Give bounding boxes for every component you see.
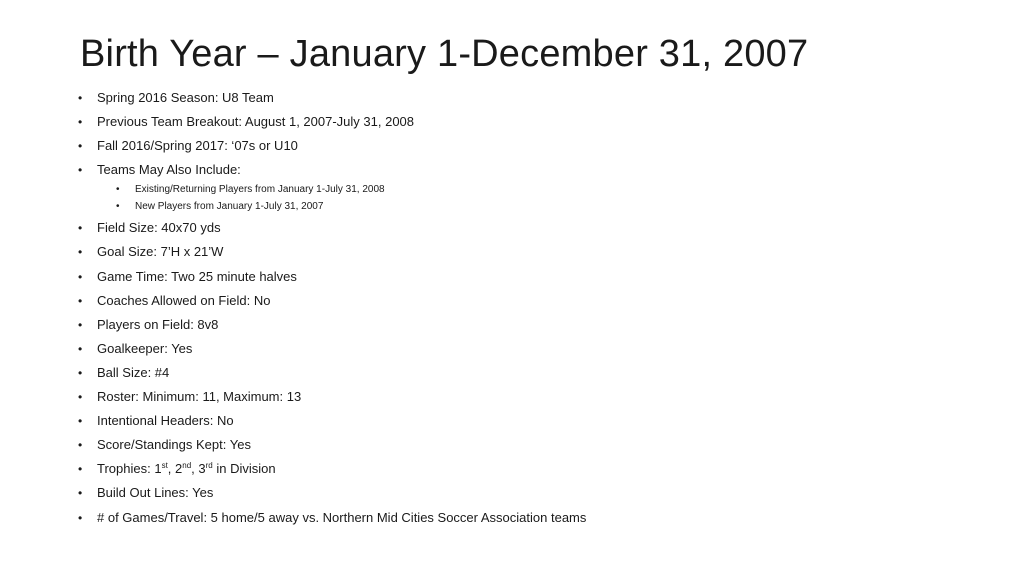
list-item [78,433,978,457]
list-item-text: Previous Team Breakout: August 1, 2007-July 31, 2008 [97,114,415,130]
list-item-text: Goal Size: 7’H x 21’W [97,244,224,260]
bullet-icon: • [78,365,83,380]
bullet-icon: • [78,486,83,501]
bullet-icon: • [78,91,83,105]
bullet-icon: • [78,293,83,308]
list-item-text: Players on Field: 8v8 [97,316,219,332]
bullet-icon: • [78,341,83,356]
list-item [78,110,978,134]
bullet-list [78,86,978,530]
list-item [78,385,978,409]
sub-bullet-list [97,182,978,215]
bullet-icon: • [78,269,83,284]
trophies-part: , 3 [191,461,206,477]
list-item-text: Game Time: Two 25 minute halves [97,268,297,284]
bullet-icon: • [78,317,83,332]
list-item-text: Teams May Also Include: [97,162,241,178]
list-item [78,265,978,289]
list-item [78,289,978,313]
list-item [78,457,978,481]
list-item-text: Roster: Minimum: 11, Maximum: 13 [97,389,302,405]
slide-title: Birth Year – January 1-December 31, 2007 [80,33,809,75]
list-item-text: Coaches Allowed on Field: No [97,292,271,308]
trophies-prefix: Trophies: 1 [97,461,162,477]
bullet-icon: • [78,510,83,525]
list-item-text: Ball Size: #4 [97,364,170,380]
list-item [78,409,978,433]
bullet-icon: • [78,139,83,154]
sub-list-item [97,199,978,216]
list-item [78,216,978,240]
bullet-icon: • [78,414,83,429]
list-item-text: # of Games/Travel: 5 home/5 away vs. Northern Mid Cities Soccer Association teams [97,509,587,525]
bullet-icon: • [116,184,120,196]
list-item [78,313,978,337]
sub-list-item-text: Existing/Returning Players from January 1-July 31, 2008 [135,184,385,196]
list-item-text: Field Size: 40x70 yds [97,220,221,236]
bullet-icon: • [78,221,83,236]
list-item [78,86,978,110]
bullet-icon: • [78,163,83,178]
list-item-text: Build Out Lines: Yes [97,485,214,501]
ordinal-suffix: st [161,461,168,471]
list-item [78,481,978,505]
list-item [78,337,978,361]
sub-list-item-text: New Players from January 1-July 31, 2007 [135,200,324,212]
list-item-text: Score/Standings Kept: Yes [97,437,251,453]
list-item [78,506,978,530]
list-item-text: Intentional Headers: No [97,413,234,429]
bullet-icon: • [78,245,83,260]
bullet-icon: • [78,115,83,130]
list-item-text: Fall 2016/Spring 2017: ‘07s or U10 [97,138,298,154]
list-item [78,134,978,158]
ordinal-suffix: rd [205,461,213,471]
list-item-text: Goalkeeper: Yes [97,340,193,356]
ordinal-suffix: nd [182,461,192,471]
trophies-part: , 2 [167,461,183,477]
bullet-icon: • [116,200,120,212]
list-item-text: Spring 2016 Season: U8 Team [97,90,274,105]
sub-list-item [97,182,978,199]
list-item [78,158,978,215]
bullet-icon: • [78,390,83,405]
list-item-text [97,461,276,476]
list-item [78,240,978,264]
trophies-suffix: in Division [212,461,276,477]
bullet-icon: • [78,462,83,477]
list-item [78,361,978,385]
bullet-icon: • [78,438,83,453]
